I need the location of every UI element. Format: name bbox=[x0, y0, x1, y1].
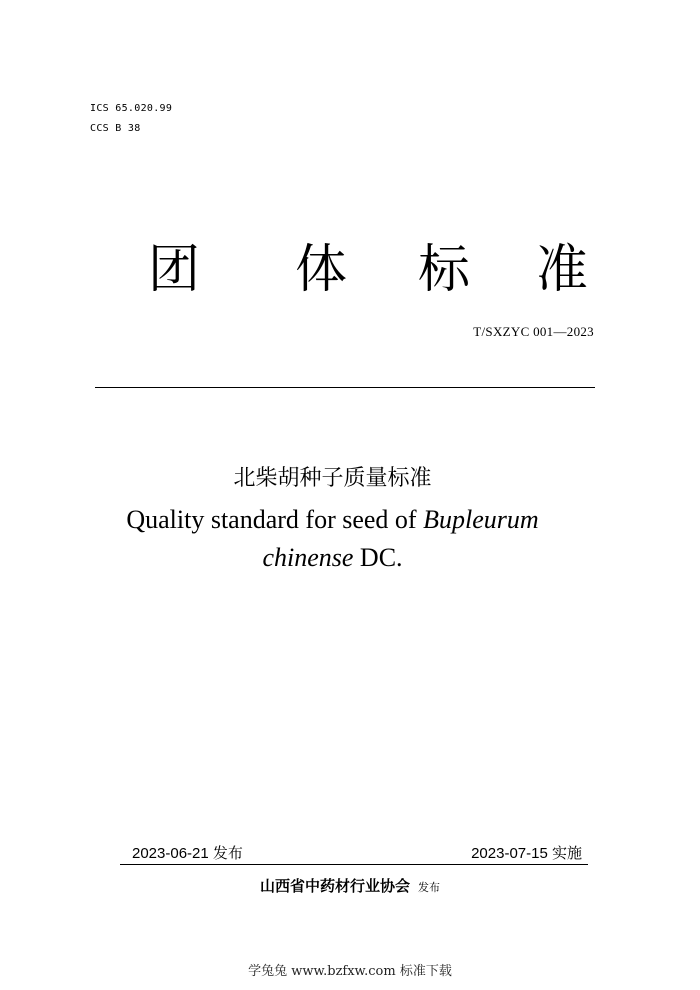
title-english-plain-2: DC. bbox=[353, 543, 403, 572]
ccs-code: CCS B 38 bbox=[90, 123, 141, 134]
publisher bbox=[0, 875, 700, 896]
classification-codes bbox=[90, 99, 172, 139]
ics-code: ICS 65.020.99 bbox=[90, 103, 173, 114]
title-english-genus: Bupleurum bbox=[423, 505, 539, 534]
title-english bbox=[0, 501, 665, 577]
publisher-organization: 山西省中药材行业协会 bbox=[259, 877, 410, 895]
bottom-divider bbox=[120, 864, 588, 865]
standard-type-heading bbox=[140, 235, 610, 305]
title-chinese: 北柴胡种子质量标准 bbox=[233, 466, 432, 491]
title-english-line-1 bbox=[0, 501, 665, 539]
date-row bbox=[120, 840, 588, 864]
standard-type-char-4: 准 bbox=[536, 240, 589, 300]
standard-type-char-3: 标 bbox=[418, 240, 471, 300]
top-divider bbox=[95, 387, 595, 388]
standard-code: T/SXZYC 001—2023 bbox=[473, 324, 594, 339]
issue-date: 2023-06-21 发布 bbox=[132, 845, 243, 862]
implement-date: 2023-07-15 实施 bbox=[471, 845, 582, 862]
title-english-line-2 bbox=[0, 539, 665, 577]
title-english-species: chinense bbox=[262, 543, 354, 572]
standard-type-char-1: 团 bbox=[148, 240, 201, 300]
publisher-action: 发布 bbox=[418, 881, 440, 894]
footer-watermark-text: 学兔兔 www.bzfxw.com 标准下载 bbox=[248, 964, 452, 979]
standard-type-char-2: 体 bbox=[295, 240, 348, 300]
title-english-plain-1: Quality standard for seed of bbox=[126, 505, 424, 534]
